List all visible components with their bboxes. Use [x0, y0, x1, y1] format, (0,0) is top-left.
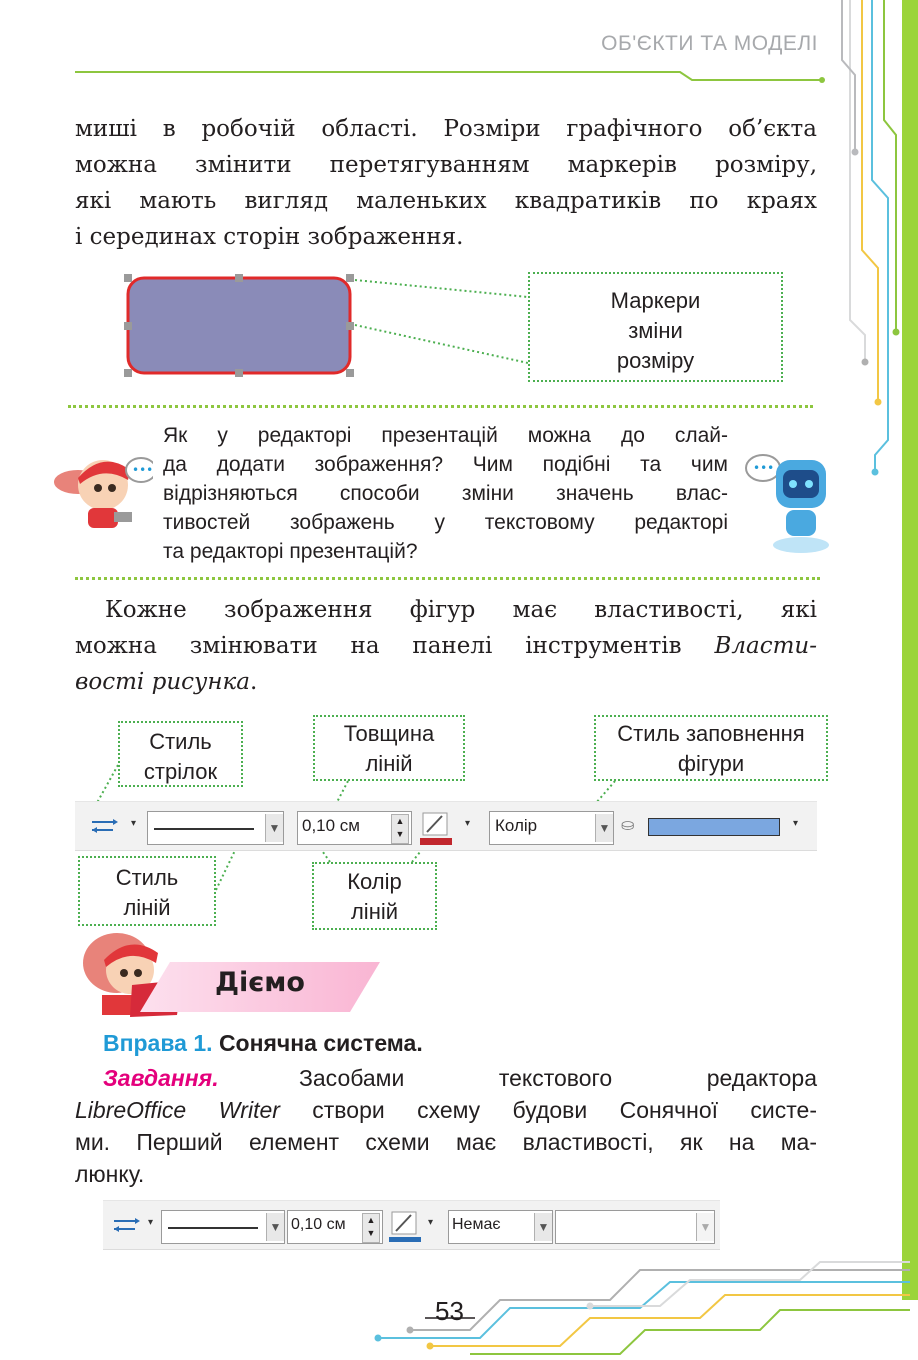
line-style-select[interactable] — [161, 1210, 285, 1244]
properties-line: Кожне зображення фігур має властивості, які — [105, 597, 817, 623]
callout-line: Стиль — [115, 865, 179, 890]
action-title: Дiємо — [215, 967, 305, 998]
line-style-preview — [154, 828, 254, 830]
callout-line: Товщина — [343, 721, 435, 746]
exercise-task-line — [103, 1062, 817, 1094]
arrow-style-dropdown-icon[interactable]: ▾ — [148, 1217, 154, 1228]
fill-color-swatch[interactable] — [648, 818, 780, 836]
callout-line: Колір — [347, 869, 402, 894]
callout-line: стрілок — [143, 759, 218, 784]
spin-arrows-icon[interactable]: ▲ ▼ — [362, 1213, 380, 1243]
fill-color-dropdown-icon[interactable]: ▾ — [793, 818, 799, 829]
callout-line: Маркери — [610, 288, 701, 313]
line-color-dropdown-icon[interactable]: ▾ — [428, 1217, 434, 1228]
exercise-line: ми. Перший елемент схеми має властивості, як на ма- — [75, 1129, 817, 1155]
chevron-down-icon[interactable]: ▼ — [266, 1213, 284, 1241]
callout-line: фігури — [677, 751, 745, 776]
callout-line: ліній — [123, 895, 171, 920]
properties-line: . — [249, 669, 258, 695]
fill-style-value[interactable]: Колір — [495, 816, 538, 835]
line-style-select[interactable] — [147, 811, 284, 845]
callout-line: ліній — [365, 751, 413, 776]
arrow-style-dropdown-icon[interactable]: ▾ — [131, 818, 137, 829]
section-title: ОБ'ЄКТИ ТА МОДЕЛІ — [601, 32, 818, 55]
line-style-preview — [168, 1227, 258, 1229]
app-name-text: LibreOffice Writer — [75, 1097, 280, 1123]
rounded-rectangle-shape — [128, 278, 350, 373]
task-word: текстового — [498, 1065, 613, 1091]
emphasis-text: Власти- — [714, 633, 817, 659]
line-color-icon[interactable] — [420, 810, 452, 846]
line-color-icon[interactable] — [389, 1209, 421, 1245]
task-label: Завдання. — [103, 1065, 219, 1091]
exercise-heading — [103, 1030, 423, 1057]
line-style-callout — [78, 856, 216, 926]
dotted-divider — [68, 405, 813, 408]
intro-line: які мають вигляд маленьких квадратиків по краях — [75, 188, 817, 214]
exercise-properties-toolbar — [103, 1200, 720, 1250]
image-properties-toolbar — [75, 801, 817, 851]
question-line: да додати зображення? Чим подібні та чим — [163, 453, 728, 476]
fill-style-value[interactable]: Немає — [452, 1216, 501, 1233]
callout-line: зміни — [628, 318, 683, 343]
spin-arrows-icon[interactable]: ▲ ▼ — [391, 814, 409, 844]
intro-paragraph — [75, 111, 817, 255]
task-word: редактора — [706, 1065, 817, 1091]
line-width-value[interactable]: 0,10 см — [302, 816, 360, 835]
exercise-title: Сонячна система. — [218, 1030, 423, 1056]
fill-style-select[interactable] — [489, 811, 614, 845]
fill-style-select[interactable] — [448, 1210, 553, 1244]
dotted-divider — [75, 577, 820, 580]
resize-markers-callout — [528, 272, 783, 382]
callout-line: Стиль заповнення — [617, 721, 805, 746]
question-line: та редакторі презентацій? — [163, 540, 418, 563]
question-line: відрізняються способи зміни значень влас- — [163, 482, 728, 505]
fill-style-callout — [594, 715, 828, 781]
line-width-spinner[interactable] — [287, 1210, 383, 1244]
arrow-style-icon[interactable] — [111, 1215, 141, 1235]
exercise-number: Вправа 1. — [103, 1030, 213, 1056]
question-line: Як у редакторі презентацій можна до слай- — [163, 424, 728, 447]
intro-line: можна змінити перетягуванням маркерів розміру, — [75, 152, 817, 178]
intro-line: і серединах сторін зображення. — [75, 224, 464, 250]
properties-paragraph — [75, 592, 817, 700]
chevron-down-icon[interactable]: ▼ — [696, 1213, 714, 1241]
intro-line: миші в робочій області. Розміри графічного об’єкта — [75, 116, 817, 142]
fill-value-select[interactable] — [555, 1210, 715, 1244]
chevron-down-icon[interactable]: ▼ — [595, 814, 613, 842]
chevron-down-icon[interactable]: ▼ — [265, 814, 283, 842]
girl-character-image — [48, 440, 153, 530]
question-line: тивостей зображень у текстовому редакторі — [163, 511, 728, 534]
robot-character-image — [738, 440, 838, 558]
callout-line: ліній — [350, 899, 399, 924]
question-text — [163, 421, 728, 566]
emphasis-text: вості рисунка — [75, 669, 250, 695]
line-width-spinner[interactable] — [297, 811, 412, 845]
page-number: 53 — [435, 1296, 464, 1326]
fill-bucket-icon: ⛀ — [621, 817, 635, 834]
exercise-line: люнку. — [75, 1161, 145, 1187]
task-word: Засобами — [299, 1065, 405, 1091]
exercise-body — [75, 1094, 817, 1190]
properties-line: можна змінювати на панелі інструментів — [75, 633, 715, 659]
callout-pointer-lines — [355, 280, 528, 363]
svg-text:•••: ••• — [132, 463, 153, 477]
arrow-style-icon[interactable] — [89, 816, 119, 836]
task-text-words — [299, 1062, 817, 1094]
chevron-down-icon[interactable]: ▼ — [534, 1213, 552, 1241]
callout-line: розміру — [616, 348, 695, 373]
callout-line: Стиль — [149, 729, 212, 754]
line-width-callout — [313, 715, 465, 781]
line-color-callout — [312, 862, 437, 930]
line-width-value[interactable]: 0,10 см — [291, 1216, 346, 1233]
exercise-line: створи схему будови Сонячної систе- — [279, 1097, 817, 1123]
line-color-dropdown-icon[interactable]: ▾ — [465, 818, 471, 829]
resize-markers-figure — [115, 265, 535, 390]
arrow-style-callout — [118, 721, 243, 787]
svg-text:•••: ••• — [753, 461, 775, 475]
